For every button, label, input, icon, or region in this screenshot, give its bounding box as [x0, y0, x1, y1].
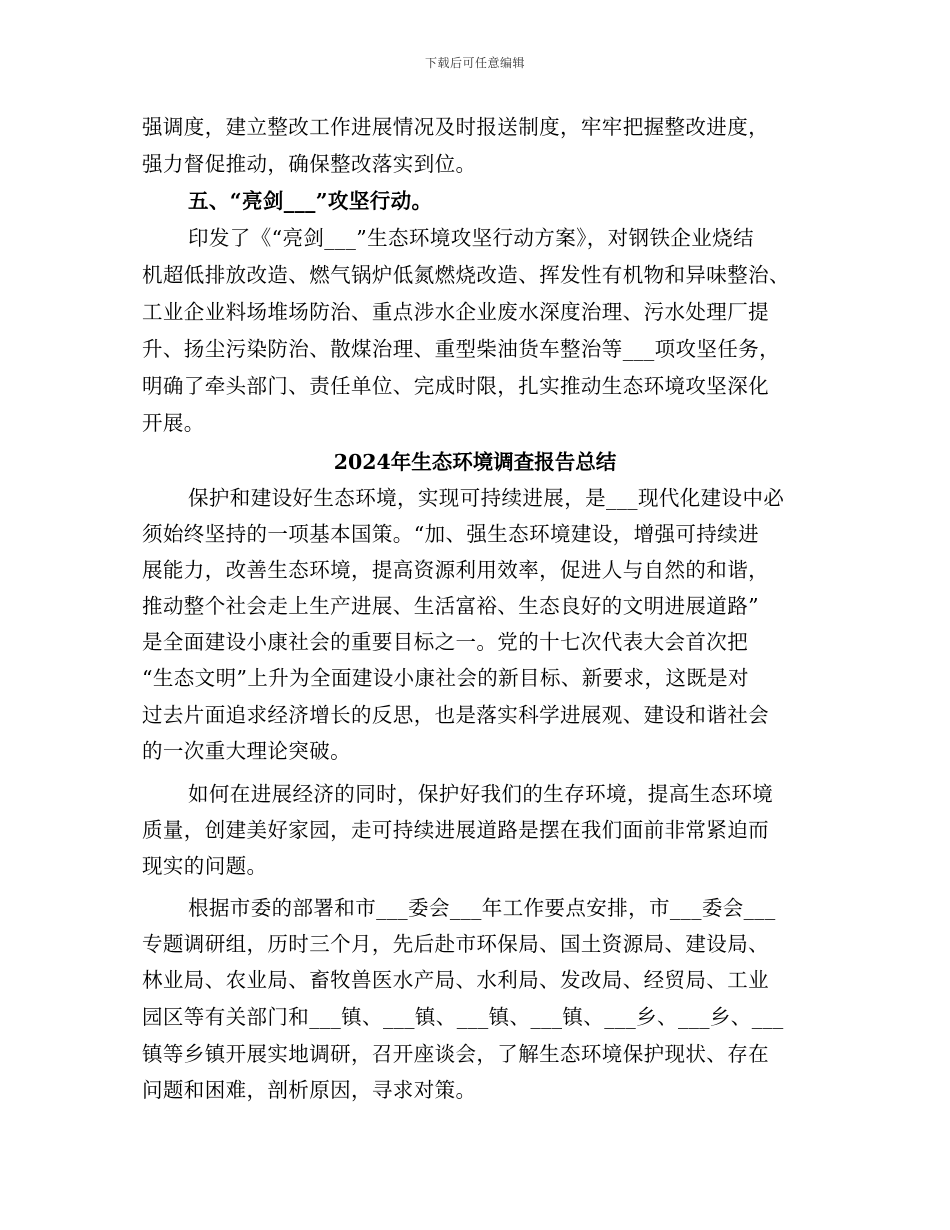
paragraph-line: 印发了《“亮剑___”生态环境攻坚行动方案》，对钢铁企业烧结: [188, 226, 754, 250]
paragraph-line: 镇等乡镇开展实地调研，召开座谈会，了解生态环境保护现状、存在: [142, 1042, 769, 1066]
paragraph-line: 机超低排放改造、燃气锅炉低氮燃烧改造、挥发性有机物和异味整治、: [142, 263, 790, 287]
paragraph-line: 强力督促推动，确保整改落实到位。: [142, 152, 477, 176]
paragraph-line: 现实的问题。: [142, 854, 268, 878]
paragraph-line: 专题调研组，历时三个月，先后赴市环保局、国土资源局、建设局、: [142, 932, 769, 956]
paragraph-line: 强调度，建立整改工作进展情况及时报送制度，牢牢把握整改进度，: [142, 115, 769, 139]
report-title: 2024年生态环境调查报告总结: [333, 450, 617, 474]
paragraph-line: 保护和建设好生态环境，实现可持续进展，是___现代化建设中必: [188, 486, 785, 510]
paragraph-line: 须始终坚持的一项基本国策。“加、强生态环境建设，增强可持续进: [142, 522, 759, 546]
paragraph-line: 质量，创建美好家园，走可持续进展道路是摆在我们面前非常紧迫而: [142, 818, 769, 842]
paragraph-line: 工业企业料场堆场防治、重点涉水企业废水深度治理、污水处理厂提: [142, 300, 769, 324]
paragraph-line: 根据市委的部署和市___委会___年工作要点安排，市___委会___: [188, 896, 776, 920]
paragraph-line: 推动整个社会走上生产进展、生活富裕、生态良好的文明进展道路”: [142, 594, 759, 618]
paragraph-line: 园区等有关部门和___镇、___镇、___镇、___镇、___乡、___乡、___: [142, 1005, 784, 1029]
paragraph-line: 的一次重大理论突破。: [142, 739, 351, 763]
paragraph-line: 林业局、农业局、畜牧兽医水产局、水利局、发改局、经贸局、工业: [142, 968, 769, 992]
paragraph-line: 开展。: [142, 411, 205, 435]
header-note: 下载后可任意编辑: [424, 56, 525, 70]
paragraph-line: 升、扬尘污染防治、散煤治理、重型柴油货车整治等___项攻坚任务，: [142, 337, 781, 361]
paragraph-line: “生态文明”上升为全面建设小康社会的新目标、新要求，这既是对: [142, 666, 749, 690]
paragraph-line: 过去片面追求经济增长的反思，也是落实科学进展观、建设和谐社会: [142, 703, 769, 727]
paragraph-line: 明确了牵头部门、责任单位、完成时限，扎实推动生态环境攻坚深化: [142, 374, 769, 398]
section-heading: 五、“亮剑___”攻坚行动。: [188, 189, 433, 213]
paragraph-line: 是全面建设小康社会的重要目标之一。党的十七次代表大会首次把: [142, 630, 749, 654]
paragraph-line: 如何在进展经济的同时，保护好我们的生存环境，提高生态环境: [188, 782, 774, 806]
paragraph-line: 问题和困难，剖析原因，寻求对策。: [142, 1078, 477, 1102]
paragraph-line: 展能力，改善生态环境，提高资源利用效率，促进人与自然的和谐，: [142, 558, 769, 582]
